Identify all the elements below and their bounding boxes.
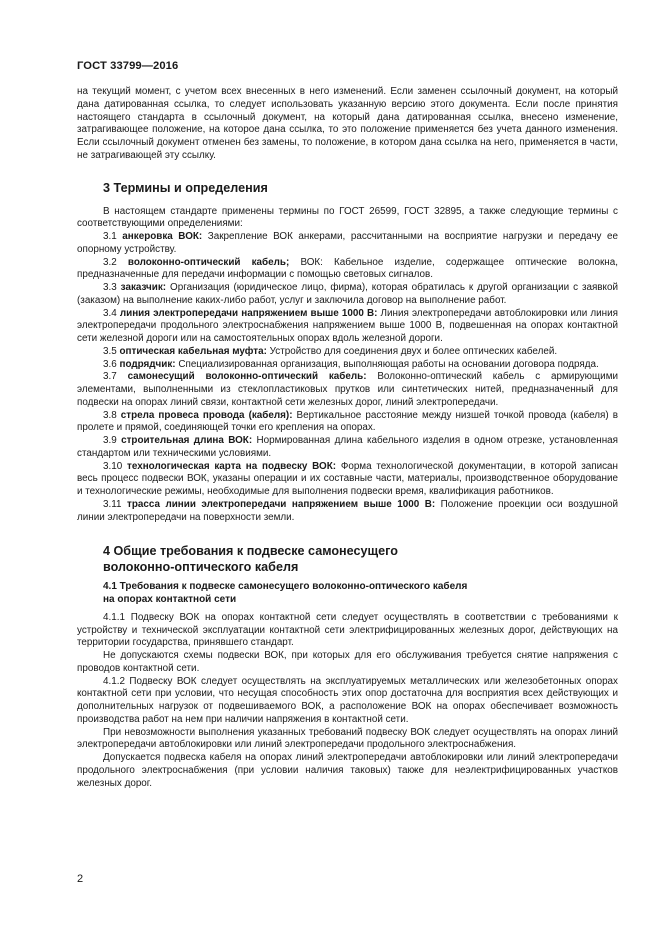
term-text: Форма технологической документации, в которой записан весь процесс подвески ВОК, указаны операции и их составные части, материалы, производственное оборудование и технологические режимы, необходимые для выполнения подвески время, квалификация работников. bbox=[77, 460, 619, 497]
paragraph-alternative-supports: При невозможности выполнения указанных требований подвеску ВОК следует осуществлять на опорах линий электропередачи автоблокировки или линий электропередачи продольного электроснабжения. bbox=[77, 726, 618, 751]
subsection-4-1-title-line2: на опорах контактной сети bbox=[103, 594, 237, 606]
term-definition bbox=[77, 308, 618, 346]
section-3-lead: В настоящем стандарте применены термины по ГОСТ 26599, ГОСТ 32895, а также следующие термины с соответствующими определениями: bbox=[77, 205, 618, 230]
term-definition bbox=[77, 346, 618, 359]
term-definition bbox=[77, 371, 618, 409]
term-name: подрядчик: bbox=[119, 358, 176, 370]
term-definition bbox=[77, 435, 618, 461]
term-number: 3.6 bbox=[103, 358, 120, 370]
term-name: анкеровка ВОК: bbox=[122, 231, 203, 242]
term-number: 3.7 bbox=[103, 371, 128, 383]
term-definition bbox=[77, 499, 618, 525]
term-number: 3.1 bbox=[103, 231, 123, 242]
intro-paragraph: на текущий момент, с учетом всех внесенных в него изменений. Если заменен ссылочный документ, на который дана датированная ссылка, то следует использовать указанную версию этого документа. Если после принятия настоящего стандарта в ссылочный документ, на который дана датированная ссылка, внесено изменение, затрагивающее положение, на которое дана ссылка, то это положение применяется без учета данного изменения. Если ссылочный документ отменен без замены, то положение, в котором дана ссылка на него, применяется в части, не затрагивающей эту ссылку. bbox=[77, 86, 618, 161]
paragraph-4-1-1: 4.1.1 Подвеску ВОК на опорах контактной сети следует осуществлять в соответствии с требованиями к устройству и технической эксплуатации контактной сети электрифицированных железных дорог, действующих на территории государства, принявшего стандарт. bbox=[77, 611, 618, 649]
term-definition bbox=[77, 282, 618, 308]
subsection-4-1-title bbox=[77, 581, 618, 607]
term-name: стрела провеса провода (кабеля): bbox=[120, 409, 293, 421]
term-name: волоконно-оптический кабель; bbox=[127, 256, 290, 268]
term-text: Положение проекции оси воздушной линии электропередачи на поверхности земли. bbox=[77, 498, 618, 523]
term-name: технологическая карта на подвеску ВОК: bbox=[127, 460, 337, 472]
term-text: Устройство для соединения двух и более оптических кабелей. bbox=[266, 345, 558, 357]
term-name: самонесущий волоконно-оптический кабель: bbox=[127, 371, 367, 383]
term-text: Организация (юридическое лицо, фирма), которая обратилась к другой организации с заявкой (заказом) на выполнение каких-либо работ, услуг и заключила договор на выполнение работ. bbox=[77, 282, 618, 306]
term-number: 3.10 bbox=[103, 460, 127, 472]
section-4-title bbox=[77, 543, 618, 575]
term-number: 3.9 bbox=[103, 435, 122, 446]
term-number: 3.2 bbox=[103, 256, 128, 268]
paragraph-non-electrified: Допускается подвеска кабеля на опорах линий электропередачи автоблокировки или линий электропередачи продольного электроснабжения (при условии наличия таковых) также для неэлектрифицированных участков железных дорог. bbox=[77, 752, 618, 789]
term-number: 3.5 bbox=[103, 345, 120, 357]
paragraph-4-1-2: 4.1.2 Подвеску ВОК следует осуществлять на эксплуатируемых металлических или железобетонных опорах контактной сети при условии, что несущая способность этих опор достаточна для восприятия всех действующих и дополнительных нагрузок от подвешиваемого ВОК, а расположение ВОК на опорах обеспечивает возможность производства работ на нем при наличии напряжения в контактной сети. bbox=[77, 675, 618, 725]
term-text: Закрепление ВОК анкерами, рассчитанными на восприятие нагрузки и передачу ее опорному устройству. bbox=[77, 231, 618, 255]
section-4-title-line1: 4 Общие требования к подвеске самонесущего bbox=[103, 544, 398, 559]
subsection-4-1-title-line1: 4.1 Требования к подвеске самонесущего волоконно-оптического кабеля bbox=[103, 581, 468, 593]
term-definition bbox=[77, 410, 618, 436]
term-name: линия электропередачи напряжением выше 1000 В: bbox=[119, 307, 378, 319]
term-definition bbox=[77, 461, 618, 499]
term-text: Вертикальное расстояние между низшей точкой провода (кабеля) в пролете и прямой, соединяющей точки его крепления на опорах. bbox=[77, 409, 618, 434]
term-text: Волоконно-оптический кабель с армирующими элементами, выполненными из стеклопластиковых прутков или синтетических нитей, предназначенный для подвески на опорах линий связи, контактной сети железных дорог, линий электропередачи. bbox=[77, 371, 618, 408]
term-name: трасса линии электропередачи напряжением выше 1000 В: bbox=[126, 498, 436, 510]
term-name: оптическая кабельная муфта: bbox=[119, 345, 267, 357]
term-name: строительная длина ВОК: bbox=[121, 435, 253, 446]
term-definition bbox=[77, 257, 618, 283]
term-text: Специализированная организация, выполняющая работы на основании договора подряда. bbox=[175, 358, 599, 370]
terms-list bbox=[77, 231, 618, 524]
term-number: 3.3 bbox=[103, 282, 121, 293]
section-4-title-line2: волоконно-оптического кабеля bbox=[103, 560, 299, 575]
document-header: ГОСТ 33799—2016 bbox=[77, 60, 179, 72]
term-text: Нормированная длина кабельного изделия в одном отрезке, установленная стандартом или техническими условиями. bbox=[77, 435, 618, 459]
term-definition bbox=[77, 359, 618, 372]
page-content bbox=[77, 86, 618, 790]
term-name: заказчик: bbox=[120, 282, 167, 293]
term-number: 3.11 bbox=[103, 498, 127, 510]
term-number: 3.4 bbox=[103, 307, 120, 319]
page-number: 2 bbox=[77, 873, 84, 885]
term-number: 3.8 bbox=[103, 409, 121, 421]
section-3-title: 3 Термины и определения bbox=[103, 180, 268, 195]
term-definition bbox=[77, 231, 618, 257]
term-text: Линия электропередачи автоблокировки или линия электропередачи продольного электроснабжения напряжением выше 1000 В, подвешенная на опорах контактной сети железной дороги или на самостоятельных опорах вдоль железной дороги. bbox=[77, 307, 618, 344]
term-text: ВОК: Кабельное изделие, содержащее оптические волокна, предназначенные для передачи информации с помощью световых сигналов. bbox=[77, 256, 618, 281]
paragraph-no-voltage-removal: Не допускаются схемы подвески ВОК, при которых для его обслуживания требуется снятие напряжения с проводов контактной сети. bbox=[77, 650, 618, 674]
